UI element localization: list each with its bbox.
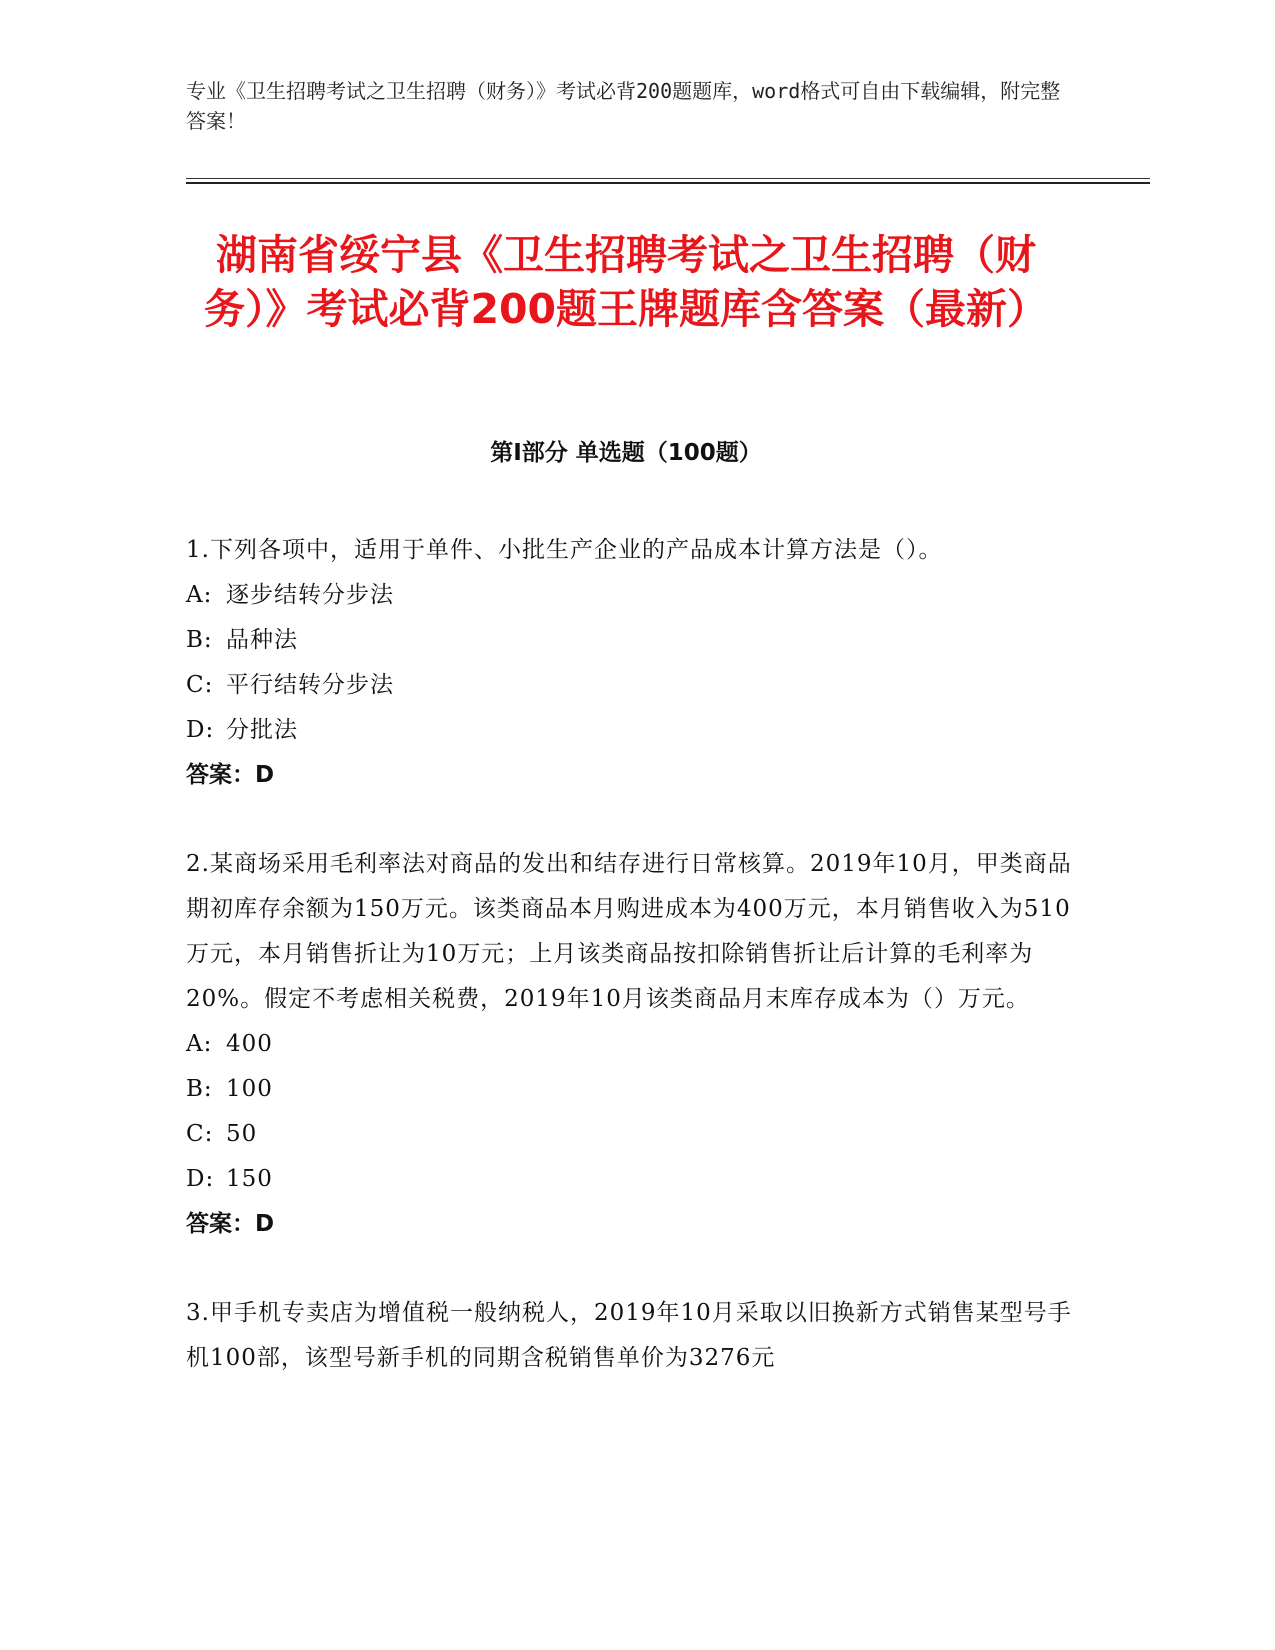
option-text: 100 <box>226 1076 273 1102</box>
option-text: 150 <box>226 1166 273 1192</box>
option-label: A: <box>186 1031 213 1057</box>
question-3 <box>186 1291 1086 1381</box>
question-2 <box>186 842 1086 1247</box>
option-label: A: <box>186 582 213 608</box>
header-note: 专业《卫生招聘考试之卫生招聘（财务）》考试必背200题题库，word格式可自由下载编辑，附完整答案！ <box>186 79 1061 133</box>
option-a <box>186 573 1086 618</box>
option-d <box>186 708 1086 753</box>
question-text: 1.下列各项中，适用于单件、小批生产企业的产品成本计算方法是（）。 <box>186 537 943 563</box>
option-c <box>186 663 1086 708</box>
option-d <box>186 1157 1086 1202</box>
option-text: 逐步结转分步法 <box>226 582 394 608</box>
option-label: C: <box>186 672 214 698</box>
option-text: 分批法 <box>226 717 298 743</box>
option-text: 平行结转分步法 <box>226 672 394 698</box>
document-title: 湖南省绥宁县《卫生招聘考试之卫生招聘（财务）》考试必背200题王牌题库含答案（最新） <box>203 231 1049 333</box>
option-label: B: <box>186 627 213 653</box>
option-text: 品种法 <box>226 627 298 653</box>
option-a <box>186 1022 1086 1067</box>
question-list <box>186 528 1086 1425</box>
option-text: 50 <box>226 1121 258 1147</box>
option-text: 400 <box>226 1031 273 1057</box>
header-divider <box>186 178 1150 184</box>
option-b <box>186 1067 1086 1112</box>
option-label: D: <box>186 1166 215 1192</box>
option-label: D: <box>186 717 215 743</box>
question-text: 3.甲手机专卖店为增值税一般纳税人，2019年10月采取以旧换新方式销售某型号手机100部，该型号新手机的同期含税销售单价为3276元 <box>186 1300 1072 1371</box>
answer: 答案：D <box>186 762 275 788</box>
option-c <box>186 1112 1086 1157</box>
section-heading: 第I部分 单选题（100题） <box>490 440 762 466</box>
question-text: 2.某商场采用毛利率法对商品的发出和结存进行日常核算。2019年10月，甲类商品期初库存余额为150万元。该类商品本月购进成本为400万元，本月销售收入为510万元，本月销售折让为10万元；上月该类商品按扣除销售折让后计算的毛利率为20%。假定不考虑相关税费，2019年10月该类商品月末库存成本为（）万元。 <box>186 851 1072 1012</box>
option-b <box>186 618 1086 663</box>
answer: 答案：D <box>186 1211 275 1237</box>
option-label: C: <box>186 1121 214 1147</box>
question-1 <box>186 528 1086 798</box>
option-label: B: <box>186 1076 213 1102</box>
